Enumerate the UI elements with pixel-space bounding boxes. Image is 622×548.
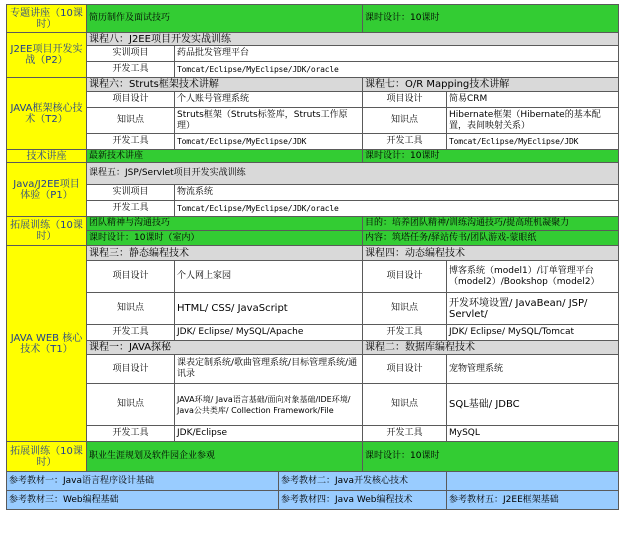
- javaweb-c3-design-label: 项目设计: [87, 261, 175, 293]
- framework-right-knowledge-label: 知识点: [363, 108, 447, 134]
- framework-right-tools: Tomcat/Eclipse/MyEclipse/JDK: [447, 134, 619, 150]
- reference-4: 参考教材四：Java Web编程技术: [279, 491, 447, 510]
- references-row-2: [7, 491, 619, 510]
- framework-left-knowledge: Struts框架（Struts标签库，Struts工作原理）: [175, 108, 363, 134]
- javaweb-c2-knowledge: SQL基础/ JDBC: [447, 384, 619, 426]
- j2ee-course-title: 课程八：J2EE项目开发实战训练: [87, 33, 619, 46]
- curriculum-container: [6, 4, 618, 510]
- javaweb-c4-design: 博客系统（model1）/订单管理平台（model2）/Bookshop（model2）: [447, 261, 619, 293]
- expansion1-content2: 内容：筑塔任务/驿站传书/团队游戏-蒙眼纸: [363, 231, 619, 246]
- javaweb-c4-course: 课程四：动态编程技术: [363, 246, 619, 261]
- expansion1-title: 拓展训练（10课时）: [7, 217, 87, 246]
- javaweb-c3-knowledge-label: 知识点: [87, 293, 175, 325]
- framework-right-tools-label: 开发工具: [363, 134, 447, 150]
- expansion1-row-1: [7, 217, 619, 231]
- framework-right-design: 简易CRM: [447, 92, 619, 108]
- framework-tools-row: [7, 134, 619, 150]
- framework-left-design: 个人账号管理系统: [175, 92, 363, 108]
- framework-right-knowledge: Hibernate框架（Hibernate的基本配置，表间映射关系）: [447, 108, 619, 134]
- javaj2ee-course: 课程五：JSP/Servlet项目开发实战训练: [87, 163, 619, 185]
- reference-2: 参考教材二：Java开发核心技术: [279, 472, 447, 491]
- tech-lecture-hours: 课时设计：10课时: [363, 150, 619, 163]
- javaweb-c4-tools-label: 开发工具: [363, 325, 447, 341]
- framework-knowledge-row: [7, 108, 619, 134]
- tech-lecture-row: [7, 150, 619, 163]
- expansion1-content1: 团队精神与沟通技巧: [87, 217, 363, 231]
- expansion2-title: 拓展训练（10课时）: [7, 442, 87, 472]
- javaweb-design-row-1: [7, 261, 619, 293]
- javaweb-c1-course: 课程一：JAVA探秘: [87, 341, 363, 355]
- javaweb-c1-knowledge-label: 知识点: [87, 384, 175, 426]
- javaj2ee-project-label: 实训项目: [87, 185, 175, 201]
- javaweb-course-row-1: [7, 246, 619, 261]
- j2ee-tools-row: [7, 62, 619, 78]
- framework-left-tools: Tomcat/Eclipse/MyEclipse/JDK: [175, 134, 363, 150]
- framework-left-design-label: 项目设计: [87, 92, 175, 108]
- framework-design-row: [7, 92, 619, 108]
- javaweb-c1-design-label: 项目设计: [87, 355, 175, 384]
- javaweb-c3-design: 个人网上家园: [175, 261, 363, 293]
- javaweb-tools-row-1: [7, 325, 619, 341]
- expansion2-row: [7, 442, 619, 472]
- framework-right-course: 课程七：O/R Mapping技术讲解: [363, 78, 619, 92]
- javaweb-c2-course: 课程二：数据库编程技术: [363, 341, 619, 355]
- javaj2ee-project-row: [7, 185, 619, 201]
- javaweb-c4-design-label: 项目设计: [363, 261, 447, 293]
- javaweb-c1-tools: JDK/Eclipse: [175, 426, 363, 442]
- framework-left-course: 课程六：Struts框架技术讲解: [87, 78, 363, 92]
- expansion1-goal: 目的：培养团队精神/训练沟通技巧/提高班机凝聚力: [363, 217, 619, 231]
- javaweb-c4-knowledge-label: 知识点: [363, 293, 447, 325]
- expansion2-hours: 课时设计：10课时: [363, 442, 619, 472]
- topic-lecture-content: 简历制作及面试技巧: [87, 5, 363, 33]
- expansion2-content: 职业生涯规划及软件园企业参观: [87, 442, 363, 472]
- j2ee-tools-value: Tomcat/Eclipse/MyEclipse/JDK/oracle: [175, 62, 619, 78]
- reference-1: 参考教材一：Java语言程序设计基础: [7, 472, 279, 491]
- framework-course-row: [7, 78, 619, 92]
- framework-right-design-label: 项目设计: [363, 92, 447, 108]
- j2ee-dev-title: J2EE项目开发实战（P2）: [7, 33, 87, 78]
- javaweb-knowledge-row-2: [7, 384, 619, 426]
- javaweb-c2-tools-label: 开发工具: [363, 426, 447, 442]
- javaj2ee-course-row: [7, 163, 619, 185]
- javaweb-knowledge-row-1: [7, 293, 619, 325]
- javaweb-c3-tools: JDK/ Eclipse/ MySQL/Apache: [175, 325, 363, 341]
- javaweb-c4-tools: JDK/ Eclipse/ MySQL/Tomcat: [447, 325, 619, 341]
- reference-5: 参考教材五：J2EE框架基础: [447, 491, 619, 510]
- javaj2ee-project-value: 物流系统: [175, 185, 619, 201]
- javaj2ee-tools-value: Tomcat/Eclipse/MyEclipse/JDK/oracle: [175, 201, 619, 217]
- framework-title: JAVA框架核心技术（T2）: [7, 78, 87, 150]
- expansion1-hours: 课时设计：10课时（室内）: [87, 231, 363, 246]
- javaweb-c3-tools-label: 开发工具: [87, 325, 175, 341]
- topic-lecture-row: [7, 5, 619, 33]
- javaweb-c1-tools-label: 开发工具: [87, 426, 175, 442]
- framework-left-tools-label: 开发工具: [87, 134, 175, 150]
- tech-lecture-content: 最新技术讲座: [87, 150, 363, 163]
- j2ee-project-value: 药品批发管理平台: [175, 46, 619, 62]
- tech-lecture-title: 技术讲座: [7, 150, 87, 163]
- javaweb-title: JAVA WEB 核心技术（T1）: [7, 246, 87, 442]
- javaweb-c2-knowledge-label: 知识点: [363, 384, 447, 426]
- javaj2ee-tools-row: [7, 201, 619, 217]
- javaweb-c2-design-label: 项目设计: [363, 355, 447, 384]
- javaweb-c3-knowledge: HTML/ CSS/ JavaScript: [175, 293, 363, 325]
- javaj2ee-title: Java/J2EE项目体验（P1）: [7, 163, 87, 217]
- j2ee-project-row: [7, 46, 619, 62]
- reference-empty: [447, 472, 619, 491]
- javaweb-c1-knowledge: JAVA环境/ Java语言基础/面向对象基础/IDE环境/ Java公共类库/ Collection Framework/File: [175, 384, 363, 426]
- expansion1-row-2: [7, 231, 619, 246]
- javaweb-c2-tools: MySQL: [447, 426, 619, 442]
- javaweb-c3-course: 课程三：静态编程技术: [87, 246, 363, 261]
- topic-lecture-hours: 课时设计：10课时: [363, 5, 619, 33]
- topic-lecture-title: 专题讲座（10课时）: [7, 5, 87, 33]
- j2ee-tools-label: 开发工具: [87, 62, 175, 78]
- j2ee-project-label: 实训项目: [87, 46, 175, 62]
- javaweb-design-row-2: [7, 355, 619, 384]
- j2ee-course-row: [7, 33, 619, 46]
- javaweb-course-row-2: [7, 341, 619, 355]
- framework-left-knowledge-label: 知识点: [87, 108, 175, 134]
- javaweb-c1-design: 课表定制系统/歌曲管理系统/目标管理系统/通讯录: [175, 355, 363, 384]
- javaweb-c4-knowledge: 开发环境设置/ JavaBean/ JSP/ Servlet/: [447, 293, 619, 325]
- references-row-1: [7, 472, 619, 491]
- javaj2ee-tools-label: 开发工具: [87, 201, 175, 217]
- curriculum-table: [6, 4, 619, 510]
- reference-3: 参考教材三：Web编程基础: [7, 491, 279, 510]
- javaweb-c2-design: 宠物管理系统: [447, 355, 619, 384]
- javaweb-tools-row-2: [7, 426, 619, 442]
